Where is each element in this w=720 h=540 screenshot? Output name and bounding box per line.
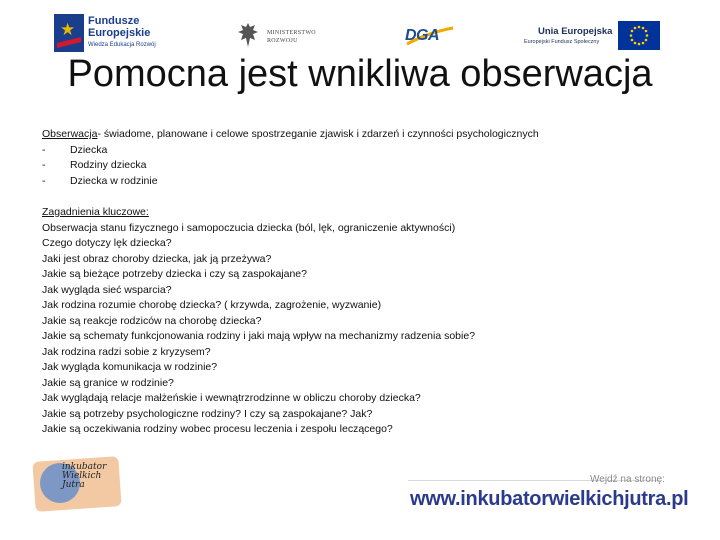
eu-logo [520,22,660,52]
list-item: - Rodziny dziecka [42,159,147,171]
fe-name-line1: Fundusze [88,15,140,27]
ministry-logo [237,21,327,53]
question-line: Jakie są potrzeby psychologiczne rodziny? I czy są zaspokajane? Jak? [42,407,373,420]
inkubator-logo [34,455,124,513]
logo-strip [0,0,720,58]
question-line: Jak wygląda sieć wsparcia? [42,283,172,296]
website-link[interactable]: www.inkubatorwielkichjutra.pl [410,488,689,510]
question-line: Czego dotyczy lęk dziecka? [42,237,172,249]
ue-title: Unia Europejska [538,26,613,37]
fe-name-line2: Europejskie [88,27,151,39]
obserwacja-definition: - świadome, planowane i celowe spostrzeganie zjawisk i zdarzeń i czynności psychologicznych [97,128,539,140]
ik-logo-word1: inkubator [62,462,107,472]
question-line: Jakie są granice w rodzinie? [42,376,174,389]
question-line: Jaki jest obraz choroby dziecka, jak ją przeżywa? [42,252,272,265]
question-line: Jakie są schematy funkcjonowania rodziny i jaki mają wpływ na mechanizmy radzenia sobie? [42,330,476,342]
obserwacja-term: Obserwacja [42,128,98,140]
list-item: - Dziecka w rodzinie [42,174,158,187]
eu-flag-icon [618,21,660,50]
question-line: Jak wygląda komunikacja w rodzinie? [42,361,218,373]
obserwacja-definition-line [42,127,682,143]
dga-wordmark: DGA [405,27,440,44]
ik-logo-word3: Jutra [62,480,85,490]
eagle-emblem-icon [237,21,259,49]
question-line: Jakie są reakcje rodziców na chorobę dziecka? [42,314,262,327]
question-line: Jak rodzina radzi sobie z kryzysem? [42,345,211,358]
fundusze-europejskie-logo [54,14,166,54]
ue-subtitle: Europejski Fundusz Społeczny [524,39,600,45]
list-item: - Dziecka [42,143,108,156]
question-line: Jakie są bieżące potrzeby dziecka i czy są zaspokajane? [42,268,307,280]
fe-star-mark-icon: ★ [54,14,84,52]
zagadnienia-heading: Zagadnienia kluczowe: [42,206,149,218]
question-line: Jak wyglądają relacje małżeńskie i wewnątrzrodzinne w obliczu choroby dziecka? [42,392,421,404]
question-line: Obserwacja stanu fizycznego i samopoczucia dziecka (ból, lęk, ograniczenie aktywności) [42,221,456,234]
visit-label: Wejdź na stronę: [590,474,665,485]
dga-logo [405,24,455,48]
question-line: Jak rodzina rozumie chorobę dziecka? ( krzywda, zagrożenie, wyzwanie) [42,299,382,311]
question-line: Jakie są oczekiwania rodziny wobec procesu leczenia i zespołu leczącego? [42,423,393,435]
fe-subtitle: Wiedza Edukacja Rozwój [88,42,156,48]
ik-logo-word2: Wielkich [62,471,102,481]
page-title: Pomocna jest wnikliwa obserwacja [67,53,653,95]
ministry-line1: MINISTERSTWO [267,30,316,36]
content-body [42,127,682,438]
ministry-line2: ROZWOJU [267,38,298,44]
